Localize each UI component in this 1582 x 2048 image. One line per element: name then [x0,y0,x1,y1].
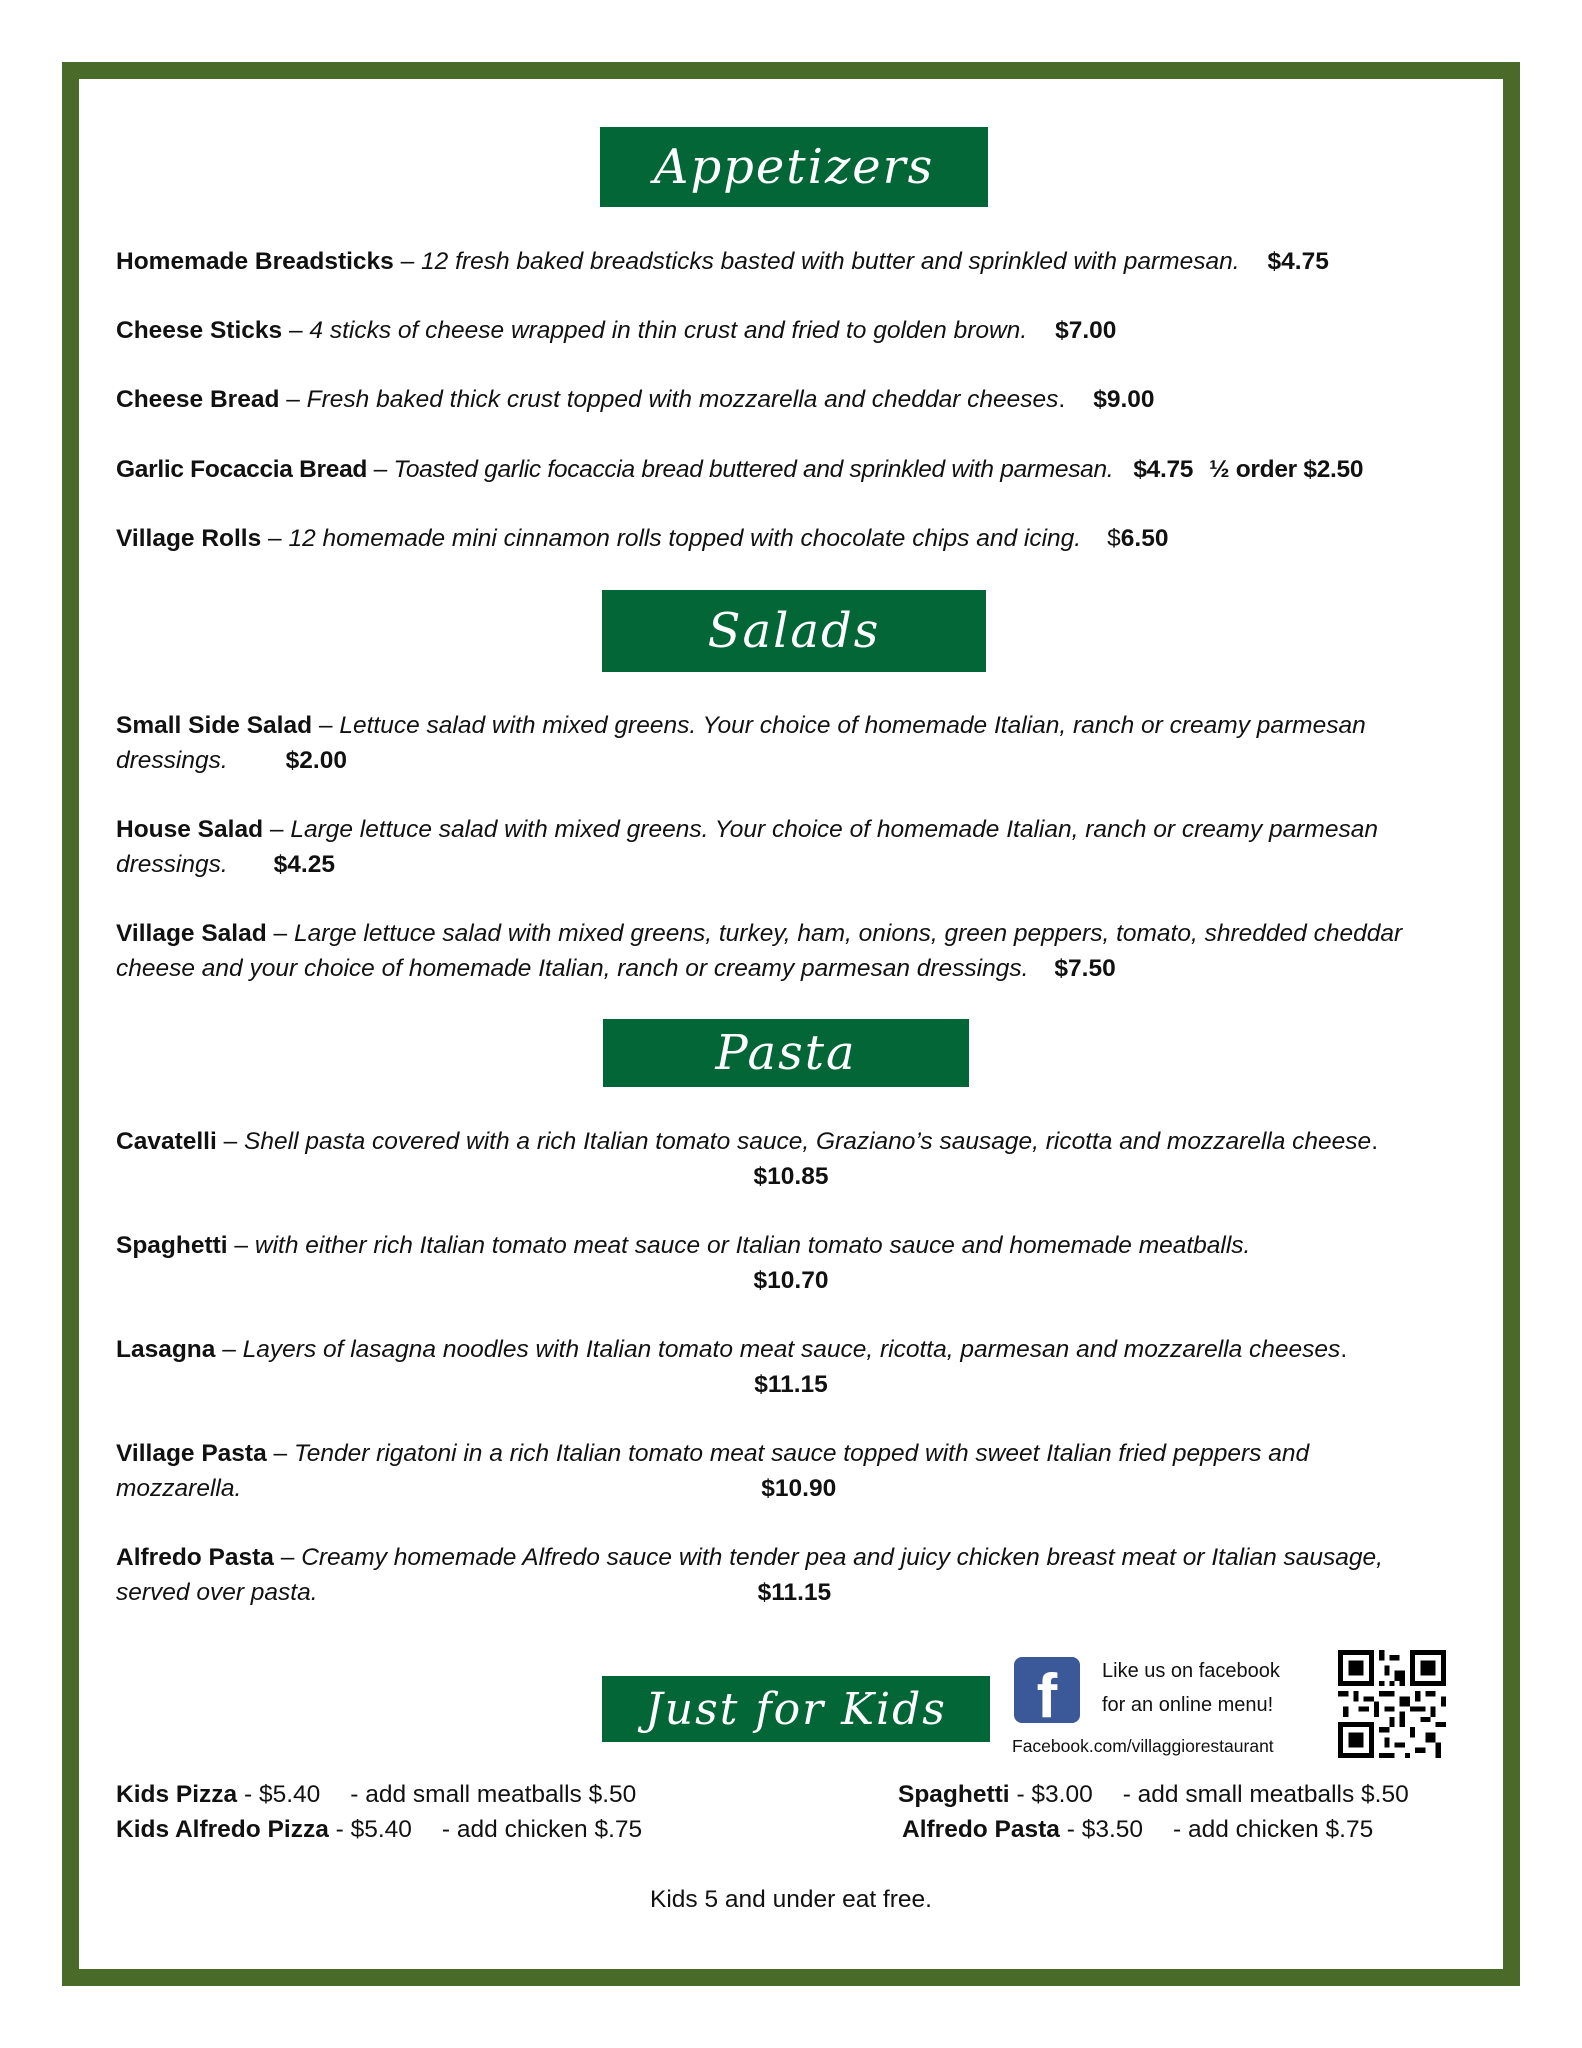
facebook-line-2: for an online menu! [1102,1694,1274,1716]
menu-item: Lasagna – Layers of lasagna noodles with Italian tomato meat sauce, ricotta, parmesan and mozzarella cheeses. $11.15 [116,1332,1466,1402]
item-description: Fresh baked thick crust topped with mozzarella and cheddar cheeses [306,386,1059,413]
item-name: Cavatelli [116,1128,217,1155]
kids-item [898,1777,1409,1812]
item-description: Tender rigatoni in a rich Italian tomato meat sauce topped with sweet Italian fried peppers and mozzarella. [116,1440,1310,1502]
item-price: $11.15 [754,1371,828,1398]
salads-header: Salads [602,590,986,672]
item-name: Village Salad [116,920,267,947]
item-description: 4 sticks of cheese wrapped in thin crust and fried to golden brown. [309,317,1028,344]
item-description: Layers of lasagna noodles with Italian tomato meat sauce, ricotta, parmesan and mozzarella cheeses [242,1336,1341,1363]
item-price: $10.85 [753,1163,829,1190]
item-price: $10.90 [761,1475,837,1502]
item-description: Creamy homemade Alfredo sauce with tender pea and juicy chicken breast meat or Italian sausage, served over pasta. [116,1544,1383,1606]
kids-item-addon: - add chicken $.75 [1173,1816,1374,1843]
qr-code-icon[interactable] [1338,1650,1446,1758]
item-price: $7.00 [1055,317,1117,344]
menu-item: Village Salad – Large lettuce salad with mixed greens, turkey, ham, onions, green peppers, tomato, shredded cheddar cheese and your choice of homemade Italian, ranch or creamy parmesan dressings. $7.50 [116,920,1403,982]
pasta-header: Pasta [603,1019,969,1087]
item-price: 6.50 [1120,525,1169,552]
item-price: $4.25 [273,851,335,878]
item-price: $11.15 [757,1579,832,1606]
item-name: Cheese Sticks [116,317,283,344]
menu-item: Homemade Breadsticks – 12 fresh baked breadsticks basted with butter and sprinkled with parmesan. $4.75 [116,248,1329,275]
item-price: $7.50 [1054,955,1116,982]
item-name: Spaghetti [116,1232,228,1259]
facebook-icon[interactable]: f [1014,1657,1080,1723]
menu-item: Small Side Salad – Lettuce salad with mixed greens. Your choice of homemade Italian, ranch or creamy parmesan dressings. $2.00 [116,712,1366,774]
item-name: Small Side Salad [116,712,313,739]
item-price: $10.70 [753,1267,829,1294]
item-name: Homemade Breadsticks [116,248,394,275]
item-price: $2.00 [285,747,347,774]
kids-item-price: - $5.40 [244,1781,321,1808]
half-order-price: ½ order $2.50 [1209,456,1364,483]
appetizers-header: Appetizers [600,127,988,207]
item-description: 12 homemade mini cinnamon rolls topped with chocolate chips and icing. [288,525,1082,552]
kids-item-name: Alfredo Pasta [902,1816,1060,1843]
menu-item: Garlic Focaccia Bread – Toasted garlic focaccia bread buttered and sprinkled with parmesan. $4.75 ½ order $2.50 [116,456,1364,483]
menu-item: Cheese Sticks – 4 sticks of cheese wrapped in thin crust and fried to golden brown. $7.00 [116,317,1117,344]
item-name: Village Rolls [116,525,262,552]
item-name: Garlic Focaccia Bread [116,456,368,483]
kids-item-name: Kids Alfredo Pizza [116,1816,329,1843]
item-description: Large lettuce salad with mixed greens. Your choice of homemade Italian, ranch or creamy parmesan dressings. [116,816,1378,878]
price-prefix: $ [1107,525,1121,552]
item-name: Lasagna [116,1336,216,1363]
menu-item: Spaghetti – with either rich Italian tomato meat sauce or Italian tomato sauce and homemade meatballs. $10.70 [116,1228,1466,1298]
item-description: 12 fresh baked breadsticks basted with butter and sprinkled with parmesan. [421,248,1240,275]
menu-item: Village Rolls – 12 homemade mini cinnamon rolls topped with chocolate chips and icing. $6.50 [116,525,1169,552]
kids-item [116,1812,642,1847]
kids-item [902,1812,1373,1847]
kids-item-addon: - add small meatballs $.50 [1122,1781,1409,1808]
menu-item: Cheese Bread – Fresh baked thick crust topped with mozzarella and cheddar cheeses. $9.00 [116,386,1155,413]
kids-item-price: - $3.00 [1016,1781,1093,1808]
menu-item: Village Pasta – Tender rigatoni in a rich Italian tomato meat sauce topped with sweet Italian fried peppers and mozzarella. $10.90 [116,1440,1310,1502]
item-description: with either rich Italian tomato meat sauce or Italian tomato sauce and homemade meatballs. [254,1232,1251,1259]
kids-item-price: - $5.40 [335,1816,412,1843]
menu-item: House Salad – Large lettuce salad with mixed greens. Your choice of homemade Italian, ranch or creamy parmesan dressings. $4.25 [116,816,1378,878]
item-price: $4.75 [1267,248,1329,275]
facebook-line-1: Like us on facebook [1102,1660,1280,1682]
facebook-url[interactable]: Facebook.com/villaggiorestaurant [1012,1736,1274,1756]
item-description: Lettuce salad with mixed greens. Your choice of homemade Italian, ranch or creamy parmesan dressings. [116,712,1366,774]
kids-item [116,1777,636,1812]
item-price: $9.00 [1093,386,1155,413]
kids-note: Kids 5 and under eat free. [650,1886,932,1913]
menu-item: Alfredo Pasta – Creamy homemade Alfredo sauce with tender pea and juicy chicken breast meat or Italian sausage, served over pasta. $11.15 [116,1544,1383,1606]
kids-item-addon: - add chicken $.75 [441,1816,643,1843]
menu-item: Cavatelli – Shell pasta covered with a rich Italian tomato sauce, Graziano’s sausage, ricotta and mozzarella cheese. $10.85 [116,1124,1466,1194]
kids-item-price: - $3.50 [1066,1816,1144,1843]
kids-item-name: Kids Pizza [116,1781,238,1808]
item-name: Alfredo Pasta [116,1544,274,1571]
kids-header: Just for Kids [602,1676,990,1742]
kids-item-addon: - add small meatballs $.50 [350,1781,637,1808]
item-name: Village Pasta [116,1440,267,1467]
item-name: House Salad [116,816,264,843]
item-name: Cheese Bread [116,386,280,413]
item-description: Shell pasta covered with a rich Italian tomato sauce, Graziano’s sausage, ricotta and mozzarella cheese [244,1128,1372,1155]
item-description: Large lettuce salad with mixed greens, turkey, ham, onions, green peppers, tomato, shredded cheddar cheese and your choice of homemade Italian, ranch or creamy parmesan dressings. [116,920,1403,982]
kids-item-name: Spaghetti [898,1781,1010,1808]
item-description: Toasted garlic focaccia bread buttered and sprinkled with parmesan. [393,456,1114,483]
item-price: $4.75 [1133,456,1194,483]
